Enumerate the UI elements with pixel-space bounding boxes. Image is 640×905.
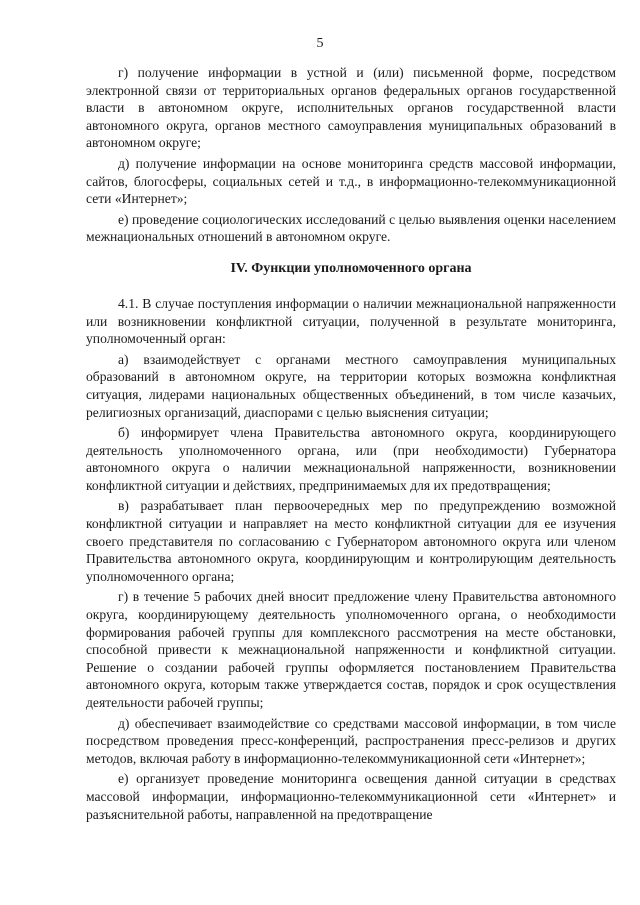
paragraph-v-plan: в) разрабатывает план первоочередных мер по предупреждению возможной конфликтной ситуации и направляет на место конфликтной ситуации для ее изучения своего представителя по согласованию с Губернатором автономного округа или членом Правительства автономного округа, координирующим и контролирующим деятельность уполномоченного органа;: [86, 498, 616, 584]
paragraph-a-interaction: а) взаимодействует с органами местного самоуправления муниципальных образований в автономном округе, на территории которых возможна конфликтная ситуация, лидерами национальных общественных объединений, в том числе казачьих, религиозных организаций, диаспорами с целью выяснения ситуации;: [86, 351, 616, 420]
paragraph-4-1-intro: 4.1. В случае поступления информации о наличии межнациональной напряженности или возникновении конфликтной ситуации, полученной в результате мониторинга, уполномоченный орган:: [86, 295, 616, 347]
document-body: [86, 64, 616, 826]
paragraph-d-mass-media: д) обеспечивает взаимодействие со средствами массовой информации, в том числе посредством проведения пресс-конференций, распространения пресс-релизов и других методов, включая работу в информационно-телекоммуникационной сети «Интернет»;: [86, 715, 616, 766]
paragraph-e-monitoring-coverage: е) организует проведение мониторинга освещения данной ситуации в средствах массовой информации, информационно-телекоммуникационной сети «Интернет» и разъяснительной работы, направленной на предотвращение: [86, 771, 616, 822]
page-number: 5: [316, 36, 324, 51]
paragraph-d-media-monitoring: д) получение информации на основе мониторинга средств массовой информации, сайтов, блогосферы, социальных сетей и т.д., в информационно-телекоммуникационной сети «Интернет»;: [86, 155, 616, 207]
paragraph-g-info-sources: г) получение информации в устной и (или) письменной форме, посредством электронной связи от территориальных органов федеральных органов государственной власти в автономном округе, исполнительных органов государственной власти автономного округа, органов местного самоуправления муниципальных образований в автономном округе;: [86, 65, 616, 151]
paragraph-b-informs: б) информирует члена Правительства автономного округа, координирующего деятельность уполномоченного органа, или (при необходимости) Губернатора автономного округа о наличии межнациональной напряженности, возникновении конфликтной ситуации и действиях, предпринимаемых для их предотвращения;: [86, 425, 616, 493]
section-heading: IV. Функции уполномоченного органа: [230, 260, 472, 276]
paragraph-g-working-group: г) в течение 5 рабочих дней вносит предложение члену Правительства автономного округа, координирующему деятельность уполномоченного органа, о необходимости формирования рабочей группы для комплексного рассмотрения на месте обстановки, способной привести к межнациональной напряженности и конфликтной ситуации. Решение о создании рабочей группы оформляется постановлением Правительства автономного округа, которым также утверждается состав, порядок и срок осуществления деятельности рабочей группы;: [86, 589, 616, 710]
paragraph-e-sociological-research: е) проведение социологических исследований с целью выявления оценки населением межнациональных отношений в автономном округе.: [86, 211, 616, 245]
